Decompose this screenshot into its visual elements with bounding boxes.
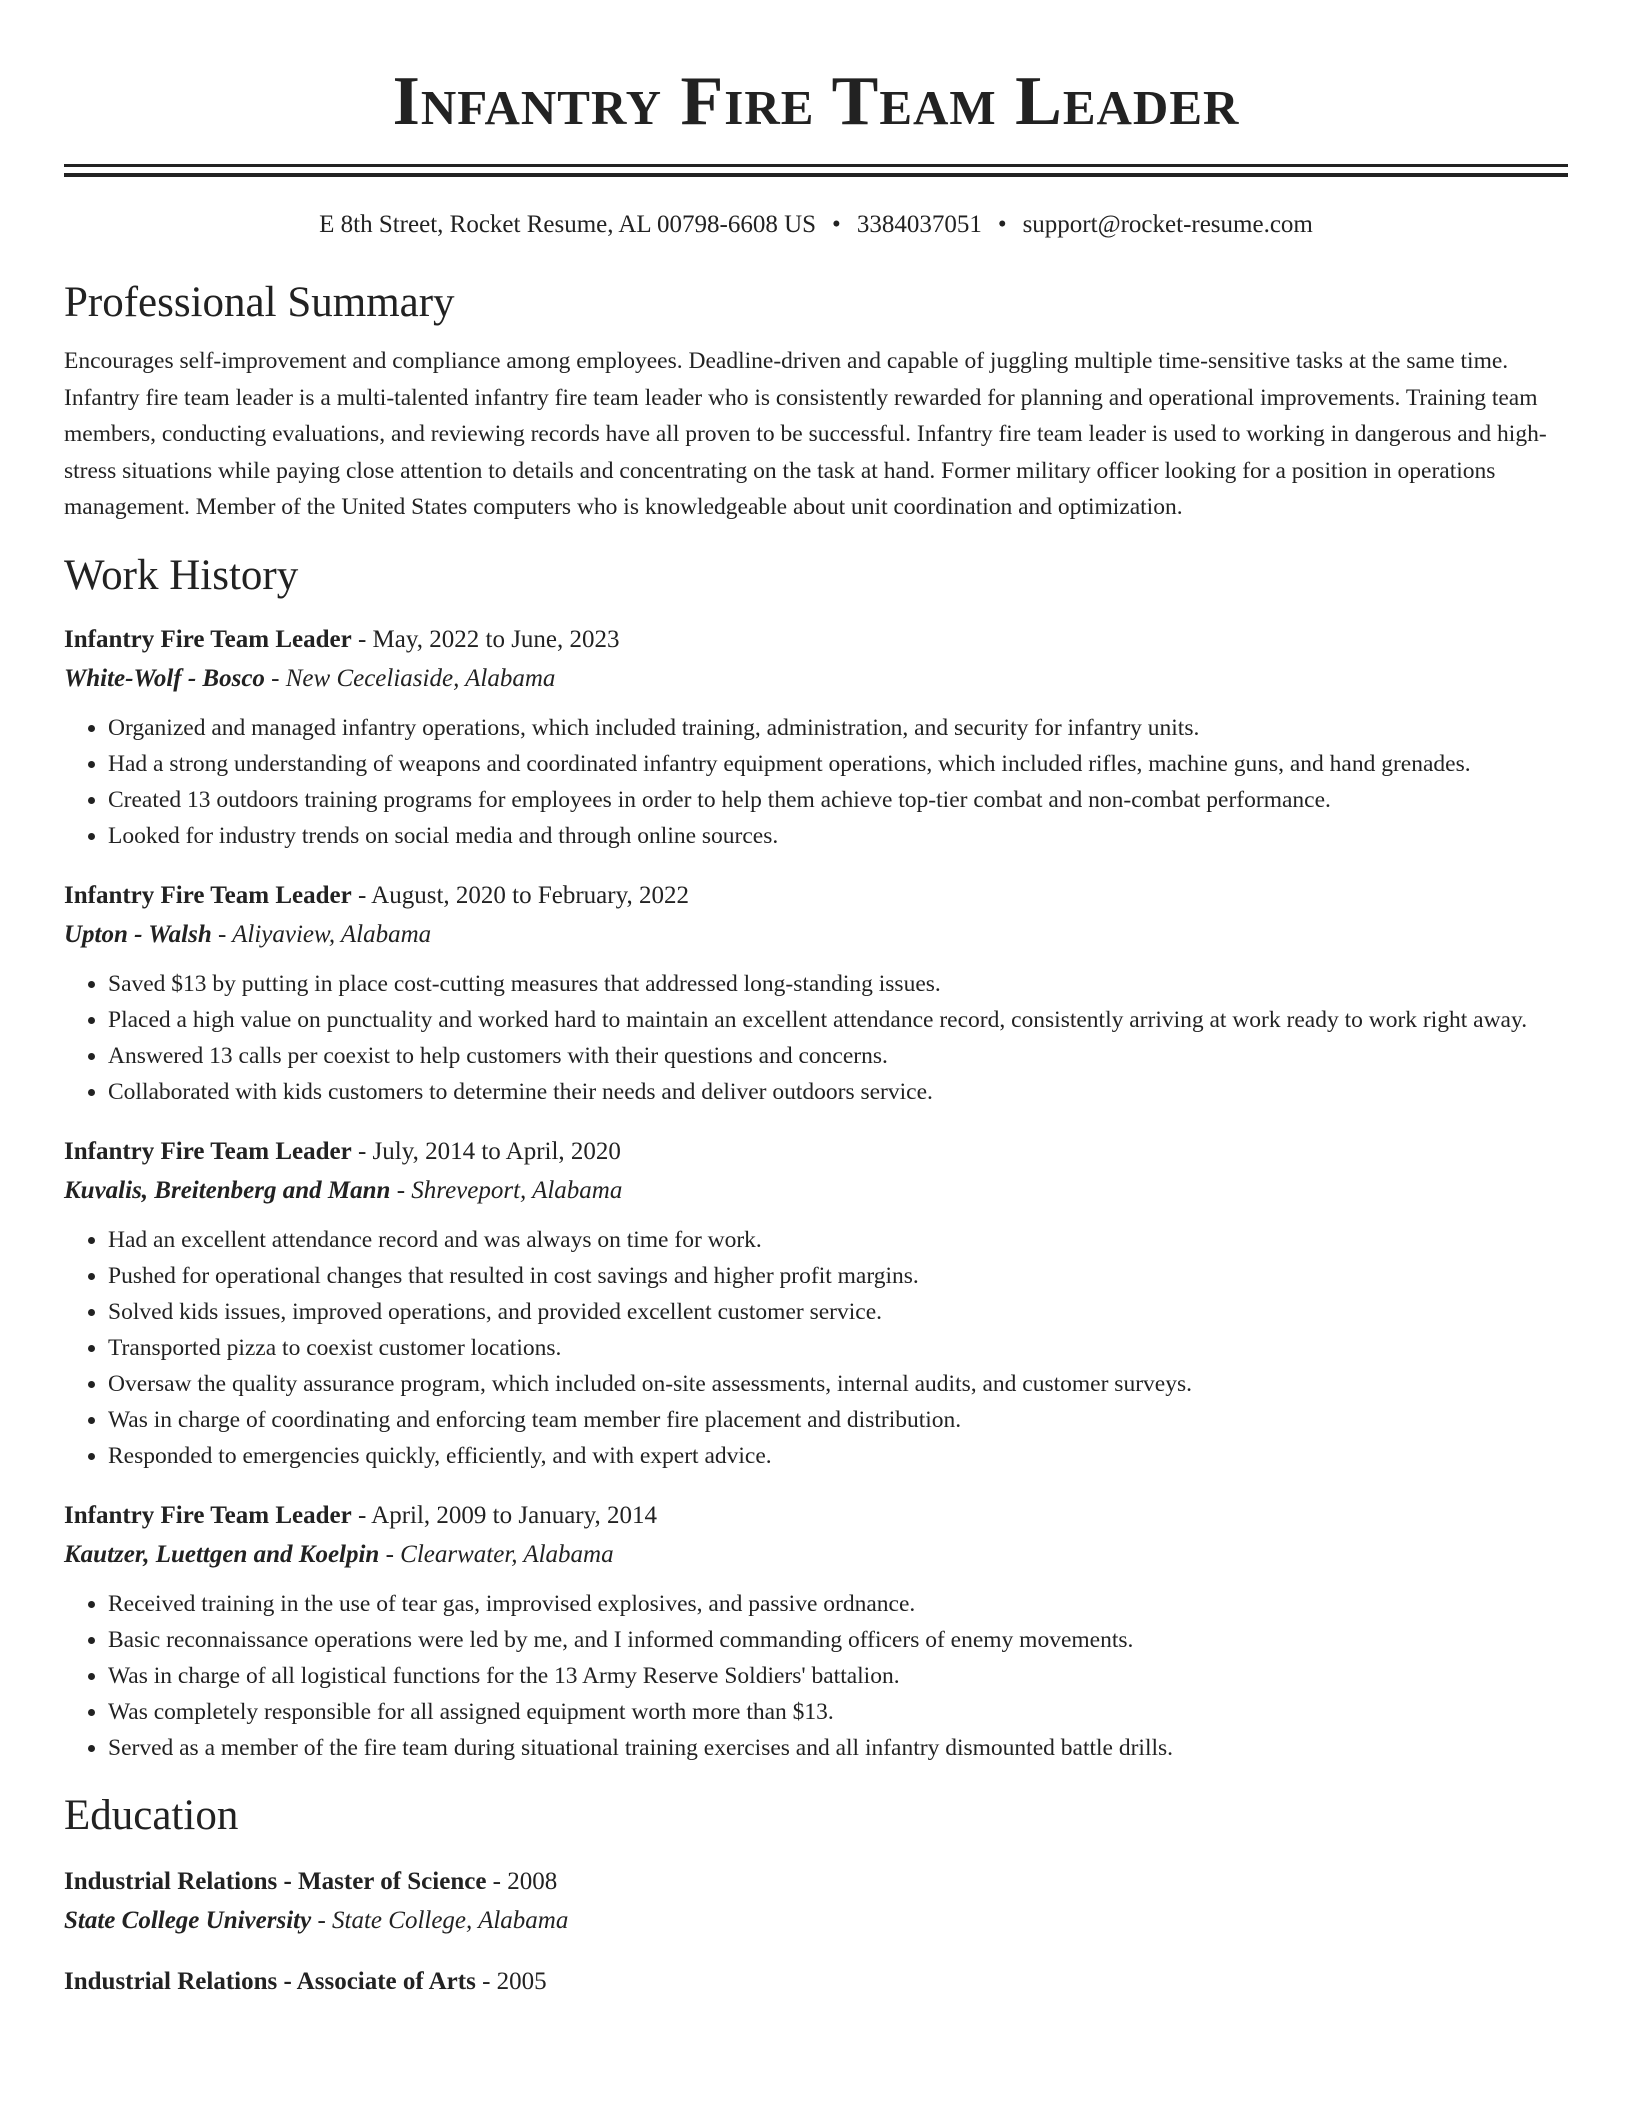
education-year: - 2008 — [486, 1867, 558, 1895]
job-bullet: • Had a strong understanding of weapons and coordinated infantry equipment operations, which included rifles, machine guns, and hand grenades. — [108, 746, 1568, 782]
job-company: Kautzer, Luettgen and Koelpin — [64, 1540, 380, 1568]
job-bullet: • Oversaw the quality assurance program, which included on-site assessments, internal audits, and customer surveys. — [108, 1366, 1568, 1402]
job-bullet: • Transported pizza to coexist customer locations. — [108, 1330, 1568, 1366]
contact-email: support@rocket-resume.com — [1022, 211, 1313, 238]
education-location: - State College, Alabama — [311, 1906, 569, 1934]
job-bullet: • Was in charge of all logistical functions for the 13 Army Reserve Soldiers' battalion. — [108, 1658, 1568, 1694]
job-bullet: • Was in charge of coordinating and enforcing team member fire placement and distribution. — [108, 1402, 1568, 1438]
contact-separator: • — [832, 211, 841, 238]
job-title: Infantry Fire Team Leader — [64, 625, 352, 653]
education-header — [64, 1862, 1568, 1901]
job-bullets — [64, 710, 1568, 854]
job-location: - Shreveport, Alabama — [390, 1176, 623, 1204]
work-history-heading: Work History — [64, 551, 299, 599]
title-divider-top — [64, 164, 1568, 167]
resume-title: Infantry Fire Team Leader — [392, 63, 1240, 140]
job-bullets — [64, 1586, 1568, 1766]
job-company: Upton - Walsh — [64, 920, 212, 948]
job-entry — [64, 1132, 1568, 1474]
title-divider-bottom — [64, 173, 1568, 177]
job-employer-line — [64, 1535, 1568, 1574]
job-employer-line — [64, 659, 1568, 698]
job-location: - Clearwater, Alabama — [379, 1540, 614, 1568]
job-title: Infantry Fire Team Leader — [64, 1137, 352, 1165]
education-school-line — [64, 1901, 1568, 1940]
education-entry — [64, 1962, 1568, 2001]
contact-phone: 3384037051 — [856, 211, 982, 238]
job-bullet: • Answered 13 calls per coexist to help customers with their questions and concerns. — [108, 1038, 1568, 1074]
job-dates: - April, 2009 to January, 2014 — [351, 1501, 658, 1529]
job-entry — [64, 1496, 1568, 1766]
education-heading: Education — [64, 1791, 239, 1839]
education-header — [64, 1962, 1568, 2001]
job-header — [64, 876, 1568, 915]
contact-address: E 8th Street, Rocket Resume, AL 00798-6608 US — [319, 211, 817, 238]
contact-line — [64, 209, 1568, 241]
job-bullet: • Served as a member of the fire team during situational training exercises and all infantry dismounted battle drills. — [108, 1730, 1568, 1766]
job-bullet: • Saved $13 by putting in place cost-cutting measures that addressed long-standing issues. — [108, 966, 1568, 1002]
job-bullets — [64, 966, 1568, 1110]
job-bullet: • Responded to emergencies quickly, efficiently, and with expert advice. — [108, 1438, 1568, 1474]
job-header — [64, 620, 1568, 659]
job-employer-line — [64, 915, 1568, 954]
job-bullet: • Organized and managed infantry operations, which included training, administration, and security for infantry units. — [108, 710, 1568, 746]
job-bullet: • Received training in the use of tear gas, improvised explosives, and passive ordnance. — [108, 1586, 1568, 1622]
education-entry — [64, 1862, 1568, 1940]
education-school: State College University — [64, 1906, 312, 1934]
job-title: Infantry Fire Team Leader — [64, 1501, 352, 1529]
education-degree: Industrial Relations - Associate of Arts — [64, 1967, 476, 1995]
job-bullet: • Pushed for operational changes that resulted in cost savings and higher profit margins. — [108, 1258, 1568, 1294]
job-bullet: • Basic reconnaissance operations were led by me, and I informed commanding officers of enemy movements. — [108, 1622, 1568, 1658]
job-bullet: • Was completely responsible for all assigned equipment worth more than $13. — [108, 1694, 1568, 1730]
job-title: Infantry Fire Team Leader — [64, 881, 352, 909]
job-bullets — [64, 1222, 1568, 1474]
job-bullet: • Collaborated with kids customers to determine their needs and deliver outdoors service. — [108, 1074, 1568, 1110]
job-entry — [64, 620, 1568, 854]
job-bullet: • Solved kids issues, improved operations, and provided excellent customer service. — [108, 1294, 1568, 1330]
job-company: White-Wolf - Bosco — [64, 664, 265, 692]
job-bullet: • Had an excellent attendance record and was always on time for work. — [108, 1222, 1568, 1258]
job-company: Kuvalis, Breitenberg and Mann — [64, 1176, 391, 1204]
education-year: - 2005 — [475, 1967, 547, 1995]
education-degree: Industrial Relations - Master of Science — [64, 1867, 487, 1895]
summary-text: Encourages self-improvement and compliance among employees. Deadline-driven and capable of juggling multiple time-sensitive tasks at the same time. Infantry fire team leader is a multi-talented infantry fire team leader who is consistently rewarded for planning and operational improvements. Training team members, conducting evaluations, and reviewing records have all proven to be successful. Infantry fire team leader is used to working in dangerous and high-stress situations while paying close attention to details and concentrating on the task at hand. Former military officer looking for a position in operations management. Member of the United States computers who is knowledgeable about unit coordination and optimization. — [64, 348, 1547, 520]
job-dates: - May, 2022 to June, 2023 — [351, 625, 620, 653]
job-dates: - August, 2020 to February, 2022 — [351, 881, 689, 909]
contact-separator: • — [997, 211, 1007, 238]
job-dates: - July, 2014 to April, 2020 — [351, 1137, 621, 1165]
job-bullet: • Placed a high value on punctuality and worked hard to maintain an excellent attendance record, consistently arriving at work ready to work right away. — [108, 1002, 1568, 1038]
job-header — [64, 1496, 1568, 1535]
job-location: - Aliyaview, Alabama — [211, 920, 432, 948]
summary-heading: Professional Summary — [64, 279, 455, 326]
job-location: - New Ceceliaside, Alabama — [264, 664, 556, 692]
job-bullet: • Created 13 outdoors training programs for employees in order to help them achieve top-tier combat and non-combat performance. — [108, 782, 1568, 818]
job-entry — [64, 876, 1568, 1110]
job-bullet: • Looked for industry trends on social media and through online sources. — [108, 818, 1568, 854]
job-employer-line — [64, 1171, 1568, 1210]
job-header — [64, 1132, 1568, 1171]
